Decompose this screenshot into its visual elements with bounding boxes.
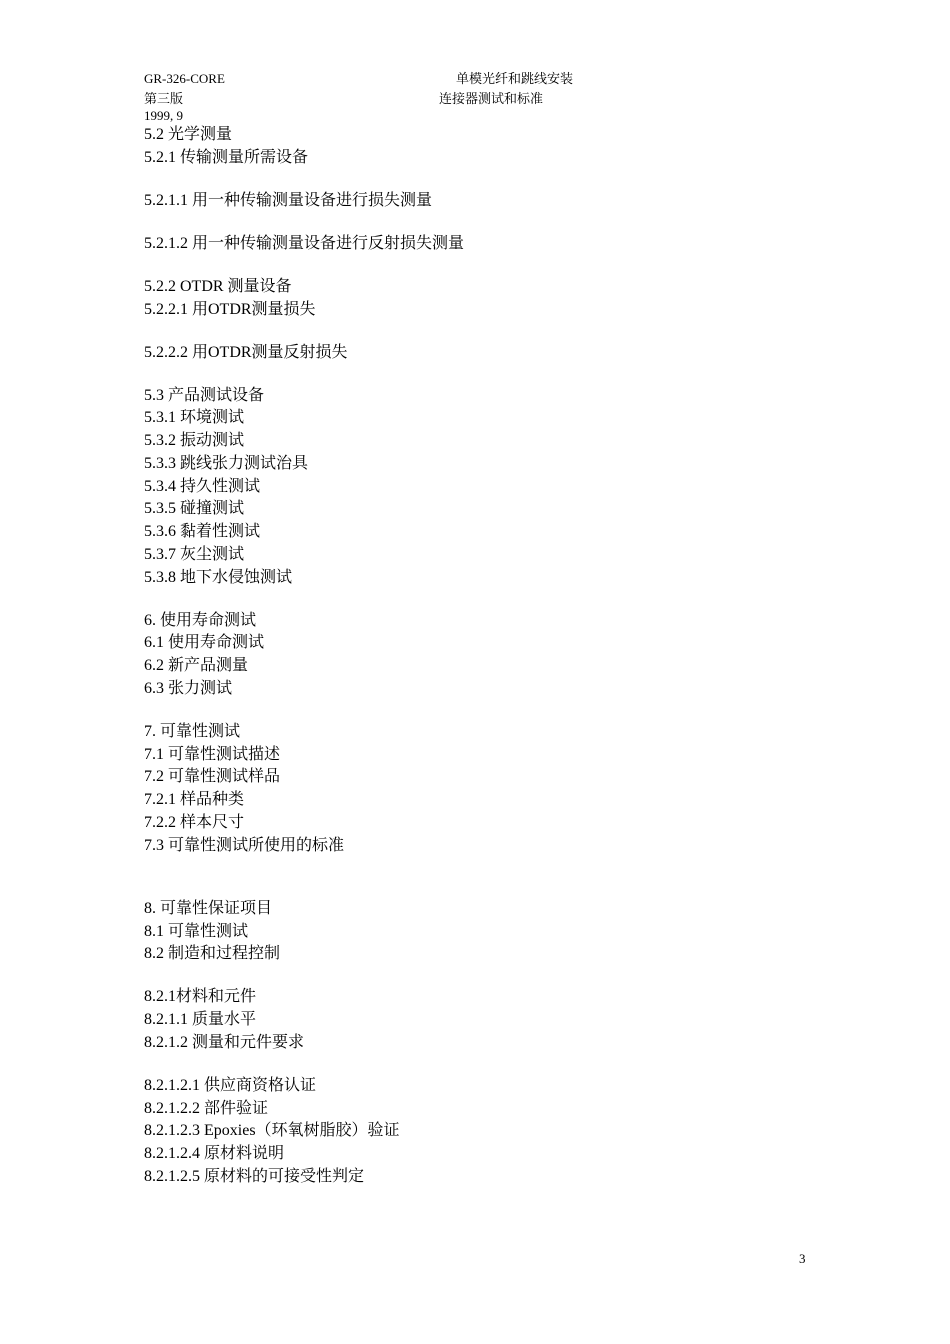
toc-entry: 5.2.2.2 用OTDR测量反射损失 [144, 344, 348, 361]
issue-date: 1999, 9 [144, 108, 183, 123]
toc-entry: 6. 使用寿命测试 [144, 612, 257, 629]
toc-entry: 8.2.1.2.3 Epoxies（环氧树脂胶）验证 [144, 1122, 400, 1139]
page-number: 3 [799, 1251, 806, 1266]
toc-entry: 5.3.7 灰尘测试 [144, 546, 245, 563]
toc-entry: 8. 可靠性保证项目 [144, 900, 273, 917]
toc-entry: 7. 可靠性测试 [144, 723, 241, 740]
toc-entry: 8.2.1材料和元件 [144, 988, 257, 1005]
toc-entry: 5.3 产品测试设备 [144, 387, 265, 404]
toc-entry: 5.3.6 黏着性测试 [144, 523, 261, 540]
toc-entry: 8.1 可靠性测试 [144, 923, 249, 940]
edition: 第三版 [144, 91, 184, 106]
toc-entry: 5.3.3 跳线张力测试治具 [144, 455, 309, 472]
toc-entry: 5.3.4 持久性测试 [144, 478, 261, 495]
toc-entry: 5.2.1.1 用一种传输测量设备进行损失测量 [144, 192, 433, 209]
toc-entry: 7.2.1 样品种类 [144, 791, 245, 808]
toc-entry: 7.2 可靠性测试样品 [144, 768, 281, 785]
toc-entry: 5.3.5 碰撞测试 [144, 500, 245, 517]
document-id: GR-326-CORE [144, 71, 225, 86]
document-title-line-2: 连接器测试和标准 [439, 91, 544, 106]
toc-entry: 6.2 新产品测量 [144, 657, 249, 674]
toc-entry: 7.3 可靠性测试所使用的标准 [144, 837, 345, 854]
toc-entry: 5.2.1.2 用一种传输测量设备进行反射损失测量 [144, 235, 465, 252]
toc-entry: 8.2.1.2.4 原材料说明 [144, 1145, 285, 1162]
toc-entry: 5.3.2 振动测试 [144, 432, 245, 449]
toc-entry: 5.3.8 地下水侵蚀测试 [144, 569, 293, 586]
toc-entry: 8.2.1.2.1 供应商资格认证 [144, 1077, 317, 1094]
toc-entry: 7.2.2 样本尺寸 [144, 814, 245, 831]
toc-entry: 5.2.2 OTDR 测量设备 [144, 278, 292, 295]
toc-entry: 8.2.1.2.5 原材料的可接受性判定 [144, 1168, 365, 1185]
toc-entry: 6.1 使用寿命测试 [144, 634, 265, 651]
toc-entry: 6.3 张力测试 [144, 680, 233, 697]
toc-entry: 5.2.1 传输测量所需设备 [144, 149, 309, 166]
toc-entry: 5.2.2.1 用OTDR测量损失 [144, 301, 316, 318]
toc-entry: 8.2.1.2 测量和元件要求 [144, 1034, 305, 1051]
toc-entry: 5.3.1 环境测试 [144, 409, 245, 426]
document-title-line-1: 单模光纤和跳线安装 [456, 71, 574, 86]
toc-entry: 8.2.1.1 质量水平 [144, 1011, 257, 1028]
toc-entry: 8.2 制造和过程控制 [144, 945, 281, 962]
toc-entry: 5.2 光学测量 [144, 126, 233, 143]
toc-entry: 7.1 可靠性测试描述 [144, 746, 281, 763]
toc-entry: 8.2.1.2.2 部件验证 [144, 1100, 269, 1117]
